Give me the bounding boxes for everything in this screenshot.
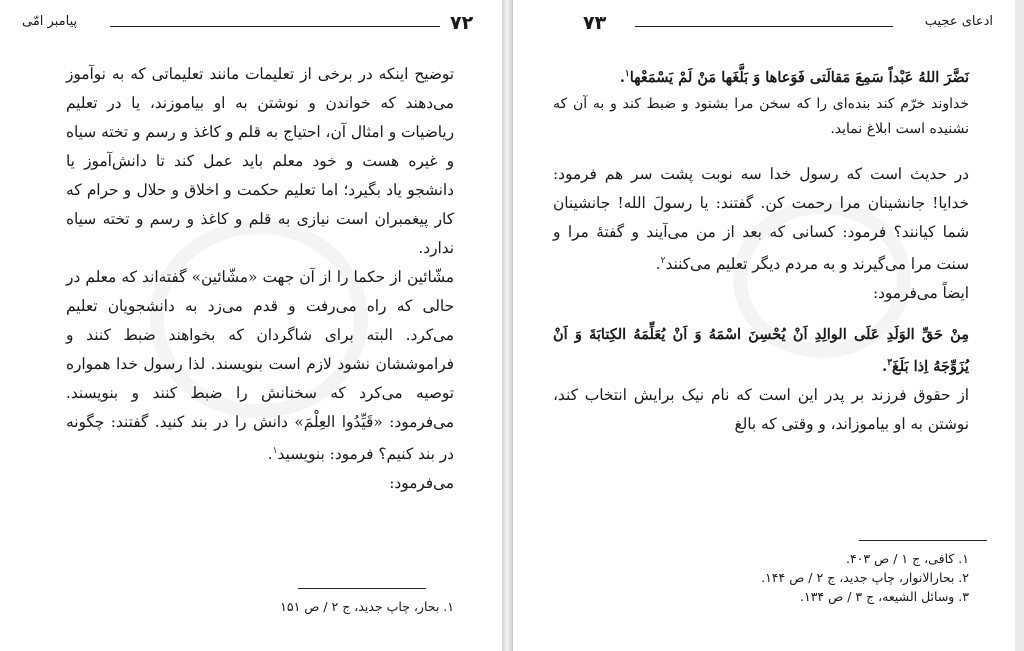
footnote-marker: ۲ (660, 255, 666, 266)
left-page (0, 0, 503, 651)
footnote-marker: ۳ (887, 357, 893, 368)
hadith-translation: از حقوق فرزند بر پدر این است که نام نیک برایش انتخاب کند، نوشتن به او بیاموزاند، و وقتی که بالغ (553, 385, 969, 433)
left-page-header (22, 14, 480, 36)
body-paragraph: توضیح اینکه در برخی از تعلیمات مانند تعلیماتی که به نوآموز می‌دهند که خواندن و نوشتن به او بیاموزند، یا در تعلیم ریاضیات و امثال آن، احتیاج به قلم و کاغذ و رسم و تخته سیاه و غیره هست و خود معلم باید عمل کند تا دانش‌آموز یا دانشجو یاد بگیرد؛ اما تعلیم حکمت و اخلاق و حلال و حرام که کار پیغمبران است نیازی به قلم و کاغذ و رسم و تخته سیاه ندارد. (66, 65, 454, 257)
hadith-text: نَضَّرَ اللهُ عَبْداً سَمِعَ مَقالَتی فَوَعاها وَ بَلَّغَها مَنْ لَمْ یَسْمَعْها$^۱$. (619, 68, 969, 86)
right-page-header (535, 14, 993, 36)
left-page-body (66, 60, 454, 498)
body-paragraph: ایضاً می‌فرمود: (872, 283, 969, 302)
page-number: ۷۳ (583, 12, 607, 34)
footnote: ۱. کافی، ج ۱ / ص ۴۰۳. (846, 551, 969, 566)
right-page-body (553, 60, 969, 439)
footnote-marker: ۱ (624, 69, 630, 79)
hadith-text: مِنْ حَقِّ الوَلَدِ عَلَی الوالِدِ اَنْ یُحْسِنَ اسْمَهُ وَ اَنْ یُعَلِّمَهُ الکِتابَةَ وَ اَنْ یُزَوِّجَهُ اِذا بَلَغَ$^۳$. (553, 325, 969, 375)
header-rule (635, 26, 893, 27)
book-gutter (502, 0, 512, 651)
footnote-rule (298, 588, 426, 589)
footnote-marker: ۱ (272, 446, 278, 456)
footnote: ۳. وسائل الشیعه، ج ۳ / ص ۱۳۴. (800, 589, 969, 604)
footnotes (761, 549, 969, 606)
footnotes (280, 597, 454, 616)
body-paragraph: مشّائین از حکما را از آن جهت «مشّائین» گفته‌اند که معلم در حالی که راه می‌رفت و قدم می‌زد به دانشجویان تعلیم می‌کرد. البته برای شاگردان که بخواهند ضبط کنند و فراموششان نشود لازم است بنویسند. لذا رسول خدا همواره توصیه می‌کرد که سخنانش را ضبط کنند و بنویسند. می‌فرمود: «قَیِّدُوا العِلْمَ» دانش را در بند کنید. گفتند: چگونه در بند کنیم؟ فرمود: بنویسید$^۱$. (66, 268, 454, 464)
header-rule (110, 26, 440, 27)
body-paragraph: می‌فرمود: (389, 474, 454, 493)
running-title: ادعای عجیب (924, 14, 993, 29)
footnote-rule (859, 540, 987, 541)
running-title: پیامبر امّی (22, 14, 78, 29)
page-number: ۷۲ (450, 12, 474, 34)
hadith-translation: خداوند خرّم کند بنده‌ای را که سخن مرا بشنود و ضبط کند و به آن که نشنیده است ابلاغ نماید. (553, 95, 969, 137)
footnote: ۱. بحار، چاپ جدید، ج ۲ / ص ۱۵۱ (280, 599, 454, 614)
body-paragraph: در حدیث است که رسول خدا سه نوبت پشت سر هم فرمود: خدایا! جانشینان مرا رحمت کن. گفتند: یا رسولَ الله! جانشینان شما کیانند؟ فرمود: کسانی که بعد از من می‌آیند و گفتهٔ مرا و سنت مرا می‌گیرند و به مردم دیگر تعلیم می‌کنند$^۲$. (553, 164, 969, 273)
right-page (512, 0, 1015, 651)
footnote: ۲. بحارالانوار، چاپ جدید، ج ۲ / ص ۱۴۴. (761, 570, 969, 585)
